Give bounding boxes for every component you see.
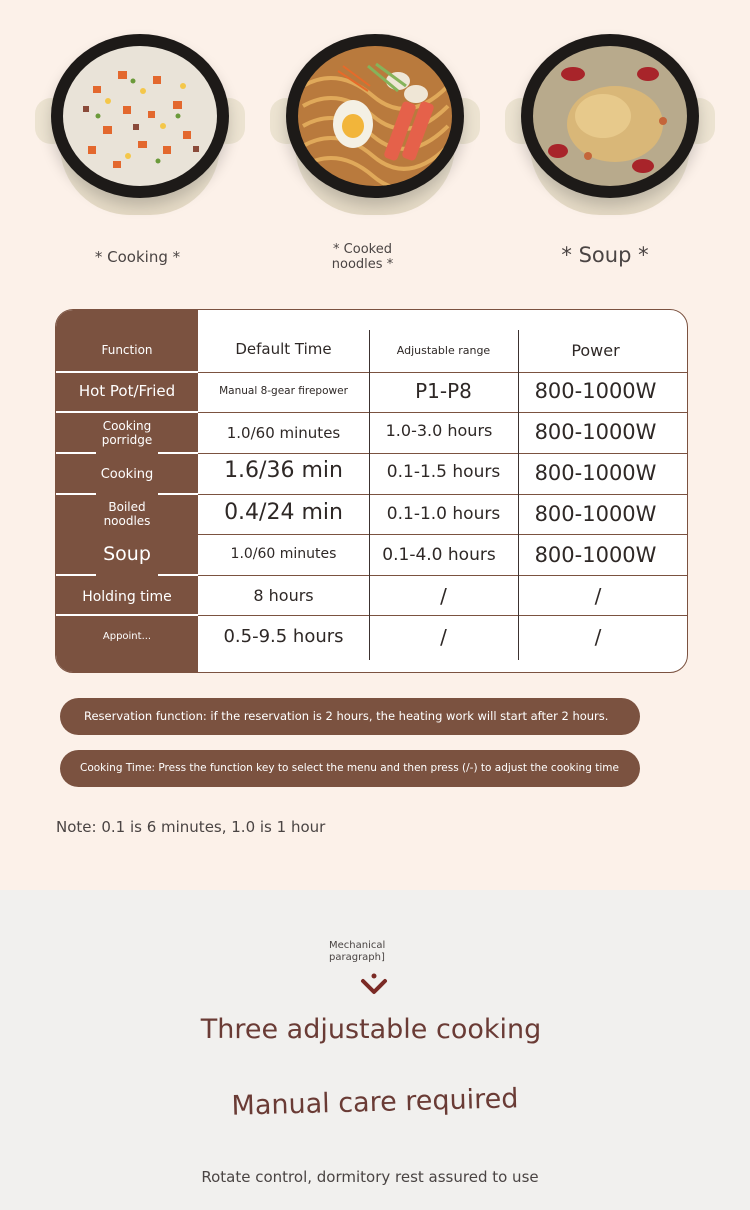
- title-manual-care: Manual care required: [231, 1083, 519, 1122]
- row-default-time: 1.0/60 minutes: [230, 546, 337, 562]
- row-power: 800-1000W: [534, 461, 657, 485]
- row-range: /: [440, 584, 447, 608]
- title-adjustable-cooking: Three adjustable cooking: [200, 1014, 542, 1045]
- row-power: /: [594, 625, 602, 649]
- row-range: 1.0-3.0 hours: [385, 421, 493, 440]
- row-range: P1-P8: [415, 379, 472, 403]
- row-function: Hot Pot/Fried: [78, 382, 176, 400]
- function-column: [56, 310, 198, 672]
- caption-noodles: * Cooked noodles *: [331, 242, 394, 272]
- chevron-down-icon: [360, 972, 388, 996]
- row-power: /: [594, 584, 602, 608]
- noodles-pot-image: [270, 28, 480, 228]
- mechanical-label: Mechanical paragraph]: [329, 940, 386, 963]
- row-default-time: 1.6/36 min: [224, 458, 343, 483]
- soup-pot-image: [505, 28, 715, 228]
- row-power: 800-1000W: [534, 502, 657, 526]
- rice-pot-image: [35, 28, 245, 228]
- row-function: Cooking: [100, 467, 154, 482]
- row-function: Soup: [103, 543, 151, 565]
- row-default-time: 1.0/60 minutes: [226, 424, 341, 442]
- row-function: Cooking porridge: [101, 419, 153, 447]
- header-default-time: Default Time: [235, 340, 332, 358]
- caption-cooking: * Cooking *: [94, 248, 181, 266]
- row-range: 0.1-4.0 hours: [382, 545, 496, 565]
- row-power: 800-1000W: [534, 420, 657, 444]
- row-default-time: 0.5-9.5 hours: [223, 626, 344, 647]
- row-range: 0.1-1.5 hours: [386, 462, 501, 482]
- row-power: 800-1000W: [534, 379, 657, 403]
- subtitle-rotate-control: Rotate control, dormitory rest assured to use: [201, 1168, 539, 1186]
- cooking-time-note: Cooking Time: Press the function key to select the menu and then press (/-) to adjust the cooking time: [60, 750, 640, 787]
- header-power: Power: [571, 341, 620, 360]
- row-power: 800-1000W: [534, 543, 657, 567]
- conversion-note: Note: 0.1 is 6 minutes, 1.0 is 1 hour: [56, 818, 326, 836]
- header-adjustable-range: Adjustable range: [396, 344, 491, 357]
- row-default-time: 8 hours: [253, 586, 314, 605]
- reservation-note: Reservation function: if the reservation is 2 hours, the heating work will start after 2 hours.: [60, 698, 640, 735]
- header-function: Function: [101, 343, 153, 357]
- function-table: [55, 309, 688, 673]
- row-range: /: [440, 625, 447, 649]
- row-function: Boiled noodles: [103, 500, 151, 528]
- caption-soup: * Soup *: [561, 243, 649, 267]
- bottom-section: [0, 890, 750, 1210]
- row-default-time: Manual 8-gear firepower: [219, 385, 348, 397]
- row-function: Holding time: [82, 589, 172, 605]
- row-range: 0.1-1.0 hours: [386, 504, 501, 524]
- row-default-time: 0.4/24 min: [224, 500, 343, 525]
- row-function: Appoint...: [102, 631, 152, 642]
